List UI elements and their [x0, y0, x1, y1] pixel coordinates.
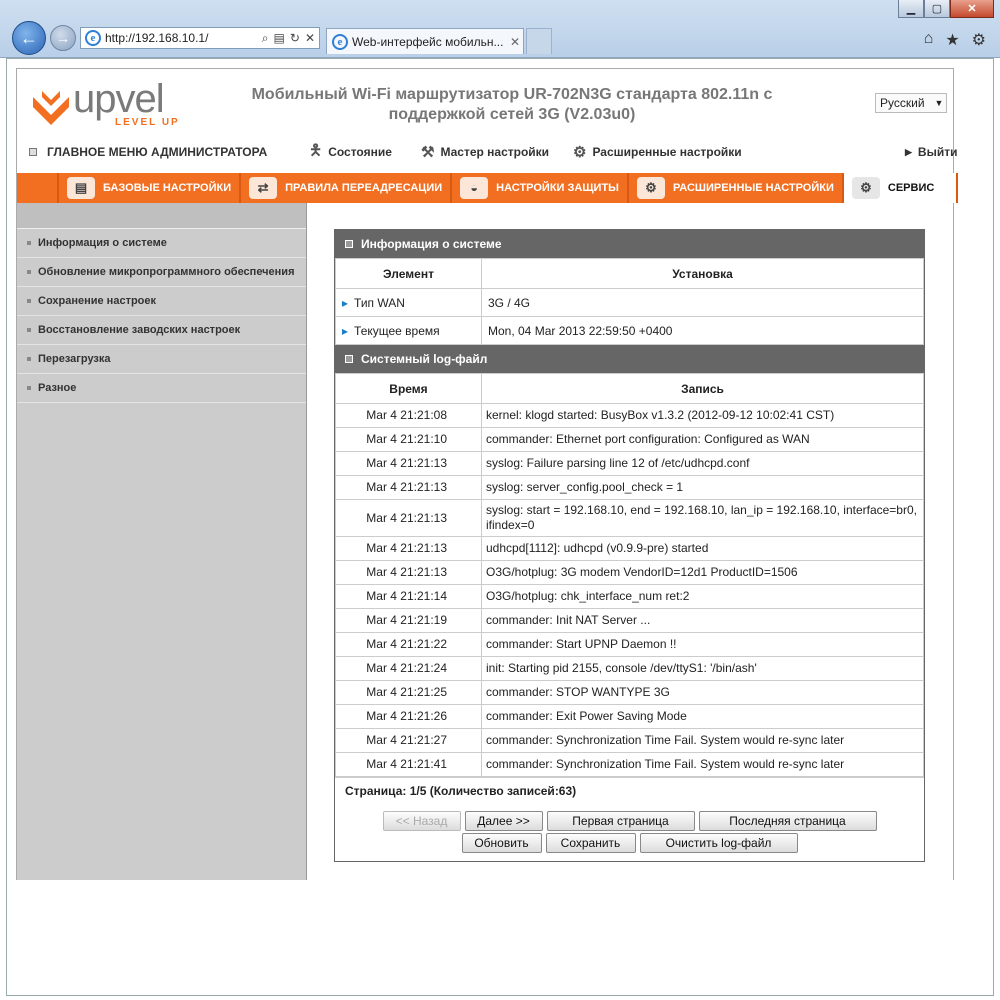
nav-status-label: Состояние	[328, 145, 392, 159]
table-row	[336, 585, 924, 609]
new-tab-button[interactable]	[526, 28, 552, 54]
browser-viewport	[6, 58, 994, 996]
log-entry: kernel: klogd started: BusyBox v1.3.2 (2012-09-12 10:02:41 CST)	[482, 404, 924, 428]
log-entry: O3G/hotplug: chk_interface_num ret:2	[482, 585, 924, 609]
close-window-button[interactable]: ✕	[950, 0, 994, 18]
sidebar-item-reboot[interactable]	[17, 345, 306, 374]
upvel-logo	[29, 77, 199, 131]
log-entry: commander: Start UPNP Daemon !!	[482, 633, 924, 657]
bullet-icon	[27, 328, 31, 332]
nav-advanced[interactable]	[573, 143, 742, 161]
nav-logout-label: Выйти	[917, 145, 958, 159]
nav-wizard-label: Мастер настройки	[440, 145, 550, 159]
table-row	[336, 317, 924, 345]
table-row	[336, 681, 924, 705]
logo-tagline: LEVEL UP	[115, 117, 180, 128]
chevron-down-icon: ▼	[934, 98, 944, 108]
menu-basic-settings[interactable]	[57, 173, 239, 203]
info-panel	[334, 229, 925, 862]
log-entry: syslog: start = 192.168.10, end = 192.168.10, lan_ip = 192.168.10, interface=br0, ifindex=0	[482, 500, 924, 537]
forward-arrow-icon: ⇄	[249, 177, 277, 199]
device-title-line1: Мобильный Wi-Fi маршрутизатор UR-702N3G стандарта 802.11n с	[251, 86, 773, 103]
menu-basic-settings-label: БАЗОВЫЕ НАСТРОЙКИ	[103, 182, 232, 194]
log-entry: syslog: Failure parsing line 12 of /etc/udhcpd.conf	[482, 452, 924, 476]
language-select[interactable]	[875, 93, 947, 113]
language-value: Русский	[880, 96, 925, 110]
tab-title: Web-интерфейс мобильн...	[352, 34, 504, 49]
menu-service[interactable]	[842, 173, 958, 203]
first-page-button[interactable]: Первая страница	[547, 811, 695, 831]
log-entry: commander: Ethernet port configuration: Configured as WAN	[482, 428, 924, 452]
home-icon[interactable]: ⌂	[923, 30, 934, 47]
address-bar[interactable]	[80, 27, 320, 49]
table-row	[336, 476, 924, 500]
log-time: Mar 4 21:21:13	[336, 561, 482, 585]
table-row	[336, 729, 924, 753]
table-row	[336, 633, 924, 657]
prev-page-button[interactable]: << Назад	[383, 811, 461, 831]
logo-word: upvel	[73, 77, 164, 121]
table-row	[336, 428, 924, 452]
log-actions	[335, 805, 924, 861]
menu-advanced-settings-label: РАСШИРЕННЫЕ НАСТРОЙКИ	[672, 182, 834, 194]
clear-log-button[interactable]: Очистить log-файл	[640, 833, 798, 853]
column-header-entry: Запись	[482, 374, 924, 404]
back-button[interactable]: ←	[12, 21, 46, 55]
nav-status[interactable]	[309, 140, 392, 165]
log-entry: commander: STOP WANTYPE 3G	[482, 681, 924, 705]
device-title-line2: поддержкой сетей 3G (V2.03u0)	[388, 106, 636, 123]
log-entry: syslog: server_config.pool_check = 1	[482, 476, 924, 500]
wan-type-label: ▸ Тип WAN	[336, 289, 482, 317]
forward-button[interactable]: →	[50, 25, 76, 51]
top-navigation	[29, 141, 958, 163]
table-row	[336, 404, 924, 428]
bullet-icon	[27, 270, 31, 274]
column-header-time: Время	[336, 374, 482, 404]
tab-close-icon[interactable]: ✕	[509, 34, 521, 49]
log-entry: commander: Init NAT Server ...	[482, 609, 924, 633]
menu-forwarding-rules[interactable]	[239, 173, 450, 203]
window-controls	[898, 0, 994, 18]
system-info-table	[335, 258, 924, 345]
system-log-title: Системный log-файл	[361, 352, 488, 366]
document-icon: ▤	[67, 177, 95, 199]
log-time: Mar 4 21:21:08	[336, 404, 482, 428]
log-entry: commander: Synchronization Time Fail. System would re-sync later	[482, 753, 924, 777]
router-admin-page	[16, 68, 958, 880]
log-time: Mar 4 21:21:13	[336, 476, 482, 500]
column-header-setting: Установка	[482, 259, 924, 289]
sidebar-item-system-info[interactable]	[17, 229, 306, 258]
wan-type-value: 3G / 4G	[482, 289, 924, 317]
bullet-icon	[27, 241, 31, 245]
main-menu-label[interactable]	[29, 145, 267, 159]
table-row	[336, 289, 924, 317]
sidebar-item-label: Восстановление заводских настроек	[38, 324, 241, 336]
address-url[interactable]: http://192.168.10.1/	[105, 31, 209, 45]
sidebar-item-factory-reset[interactable]	[17, 316, 306, 345]
last-page-button[interactable]: Последняя страница	[699, 811, 877, 831]
table-row	[336, 537, 924, 561]
favorites-star-icon[interactable]: ★	[945, 32, 960, 49]
nav-advanced-label: Расширенные настройки	[592, 145, 742, 159]
browser-tab[interactable]	[326, 28, 524, 54]
bullet-icon	[27, 357, 31, 361]
table-row	[336, 561, 924, 585]
sidebar-item-label: Разное	[38, 382, 77, 394]
current-time-label: ▸ Текущее время	[336, 317, 482, 345]
tools-icon: ⚙	[637, 177, 665, 199]
sidebar-item-label: Сохранение настроек	[38, 295, 157, 307]
menu-security-settings-label: НАСТРОЙКИ ЗАЩИТЫ	[496, 182, 619, 194]
log-time: Mar 4 21:21:24	[336, 657, 482, 681]
log-time: Mar 4 21:21:10	[336, 428, 482, 452]
sidebar-header	[17, 203, 306, 229]
system-log-header	[335, 345, 924, 373]
section-menu-bar	[17, 173, 953, 203]
nav-wizard[interactable]	[421, 143, 549, 161]
page-header	[17, 69, 958, 173]
tools-icon: ⚙	[573, 144, 587, 161]
square-bullet-icon	[29, 148, 37, 156]
sidebar-item-label: Обновление микропрограммного обеспечения	[38, 266, 295, 278]
column-header-element: Элемент	[336, 259, 482, 289]
shield-icon: ◒	[460, 177, 488, 199]
nav-logout[interactable]	[905, 145, 957, 159]
log-time: Mar 4 21:21:22	[336, 633, 482, 657]
sidebar-item-save-settings[interactable]	[17, 287, 306, 316]
sidebar	[17, 203, 307, 880]
log-time: Mar 4 21:21:19	[336, 609, 482, 633]
system-log-table	[335, 373, 924, 777]
log-time: Mar 4 21:21:41	[336, 753, 482, 777]
log-entry: commander: Exit Power Saving Mode	[482, 705, 924, 729]
settings-gear-icon[interactable]: ⚙	[971, 32, 986, 49]
gear-icon: ⚙	[852, 177, 880, 199]
table-row	[336, 753, 924, 777]
section-square-icon	[345, 355, 353, 363]
save-log-button[interactable]: Сохранить	[546, 833, 636, 853]
system-info-title: Информация о системе	[361, 237, 502, 251]
table-row	[336, 705, 924, 729]
person-icon: 🯅	[309, 141, 323, 159]
log-time: Mar 4 21:21:14	[336, 585, 482, 609]
wizard-icon: ⚒	[421, 144, 435, 161]
sidebar-item-misc[interactable]	[17, 374, 306, 403]
maximize-button[interactable]: ▢	[924, 0, 950, 18]
ie-icon: e	[85, 30, 101, 46]
browser-chrome	[0, 0, 1000, 58]
search-icon[interactable]: ⌕	[261, 30, 269, 45]
menu-advanced-settings[interactable]	[627, 173, 842, 203]
bullet-icon	[27, 299, 31, 303]
sidebar-item-label: Информация о системе	[38, 237, 167, 249]
log-entry: O3G/hotplug: 3G modem VendorID=12d1 ProductID=1506	[482, 561, 924, 585]
log-entry: udhcpd[1112]: udhcpd (v0.9.9-pre) started	[482, 537, 924, 561]
system-info-header	[335, 230, 924, 258]
stop-icon[interactable]: ✕	[304, 30, 315, 45]
main-menu-text: ГЛАВНОЕ МЕНЮ АДМИНИСТРАТОРА	[47, 145, 268, 159]
device-title	[227, 85, 797, 125]
log-time: Mar 4 21:21:25	[336, 681, 482, 705]
refresh-button[interactable]: Обновить	[462, 833, 542, 853]
table-row	[336, 609, 924, 633]
menu-forwarding-rules-label: ПРАВИЛА ПЕРЕАДРЕСАЦИИ	[285, 182, 443, 194]
log-time: Mar 4 21:21:13	[336, 452, 482, 476]
bullet-icon	[27, 386, 31, 390]
upvel-logo-mark-icon	[29, 87, 73, 131]
pagination-info: Страница: 1/5 (Количество записей:63)	[335, 777, 924, 805]
menu-security-settings[interactable]	[450, 173, 627, 203]
current-time-value: Mon, 04 Mar 2013 22:59:50 +0400	[482, 317, 924, 345]
log-time: Mar 4 21:21:26	[336, 705, 482, 729]
log-entry: commander: Synchronization Time Fail. System would re-sync later	[482, 729, 924, 753]
section-square-icon	[345, 240, 353, 248]
table-row	[336, 657, 924, 681]
log-time: Mar 4 21:21:13	[336, 537, 482, 561]
compatibility-icon[interactable]: ▤	[273, 30, 285, 45]
sidebar-item-firmware-upgrade[interactable]	[17, 258, 306, 287]
next-page-button[interactable]: Далее >>	[465, 811, 543, 831]
log-time: Mar 4 21:21:13	[336, 500, 482, 537]
menu-service-label: СЕРВИС	[887, 182, 935, 194]
table-row	[336, 500, 924, 537]
minimize-button[interactable]: ▁	[898, 0, 924, 18]
triangle-right-icon: ▶	[905, 146, 912, 157]
tab-ie-icon: e	[332, 34, 348, 50]
log-time: Mar 4 21:21:27	[336, 729, 482, 753]
refresh-icon[interactable]: ↻	[289, 30, 300, 45]
log-entry: init: Starting pid 2155, console /dev/ttyS1: '/bin/ash'	[482, 657, 924, 681]
main-content	[307, 203, 953, 880]
sidebar-item-label: Перезагрузка	[38, 353, 111, 365]
table-row	[336, 452, 924, 476]
